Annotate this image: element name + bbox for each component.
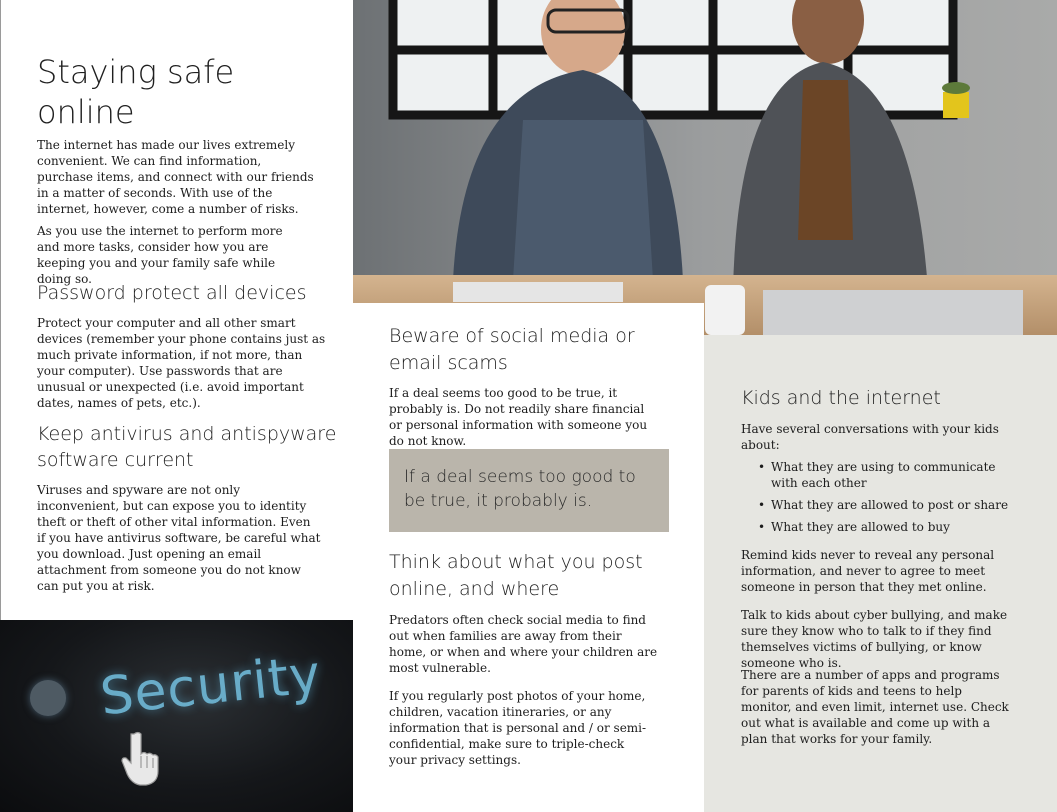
callout-box [389,449,669,532]
antivirus-heading: Keep antivirus and antispyware software current [37,423,337,471]
security-screen-image [0,620,353,812]
left-column [0,0,353,620]
list-item [741,519,1021,535]
bullet-icon: • [758,520,766,534]
password-heading: Password protect all devices [37,282,307,304]
bullet-icon: • [758,498,766,512]
post-paragraph-1: Predators often check social media to find out when families are away from their home, or when and where your children are most vulnerable. [389,613,658,675]
kids-intro-paragraph: Have several conversations with your kids about: [741,422,999,452]
list-item-text: What they are allowed to post or share [771,498,1009,512]
office-photo [353,0,1057,335]
intro-paragraph-2: As you use the internet to perform more and more tasks, consider how you are keeping you and your family safe while doing so. [37,224,283,286]
list-item-text: What they are allowed to buy [771,520,950,534]
scam-paragraph: If a deal seems too good to be true, it probably is. Do not readily share financial or personal information with someone you do not know. [389,386,648,448]
middle-column [353,303,704,812]
page-title: Staying safe online [37,53,235,131]
post-paragraph-2: If you regularly post photos of your home, children, vacation itineraries, or any information that is personal and / or semi-confidential, make sure to triple-check your privacy settings. [389,689,647,767]
callout-text: If a deal seems too good to be true, it probably is. [404,467,636,511]
list-item [741,459,1021,491]
kids-bullet-list [741,459,1021,541]
bullet-icon: • [758,460,766,474]
security-screen-text: Security [97,644,325,728]
kids-paragraph-3: Talk to kids about cyber bullying, and make sure they know who to talk to if they find themselves victims of bullying, or know someone who is. [741,608,1008,670]
antivirus-paragraph: Viruses and spyware are not only inconvenient, but can expose you to identity theft or theft of other vital information. Even if you have antivirus software, be careful what you download. Just opening an email attachment from someone you do not know can put you at risk. [37,483,321,593]
lock-badge-icon [30,680,66,716]
scam-heading: Beware of social media or email scams [389,325,635,374]
list-item-text: What they are using to communicate with each other [771,460,996,490]
kids-paragraph-2: Remind kids never to reveal any personal information, and never to agree to meet someone in person that they met online. [741,548,995,594]
kids-heading: Kids and the internet [741,387,941,409]
intro-paragraph-1: The internet has made our lives extremely convenient. We can find information, purchase items, and connect with our friends in a matter of seconds. With use of the internet, however, come a number of risks. [37,138,314,216]
cursor-hand-icon [120,730,160,786]
kids-paragraph-4: There are a number of apps and programs for parents of kids and teens to help monitor, and even limit, internet use. Check out what is available and come up with a plan that works for your family. [741,668,1009,746]
list-item [741,497,1021,513]
password-paragraph: Protect your computer and all other smart devices (remember your phone contains just as much private information, if not more, than your computer). Use passwords that are unusual or unexpected (i.e. avoid important dates, names of pets, etc.). [37,316,326,410]
post-heading: Think about what you post online, and where [389,551,643,600]
right-column [704,335,1057,812]
